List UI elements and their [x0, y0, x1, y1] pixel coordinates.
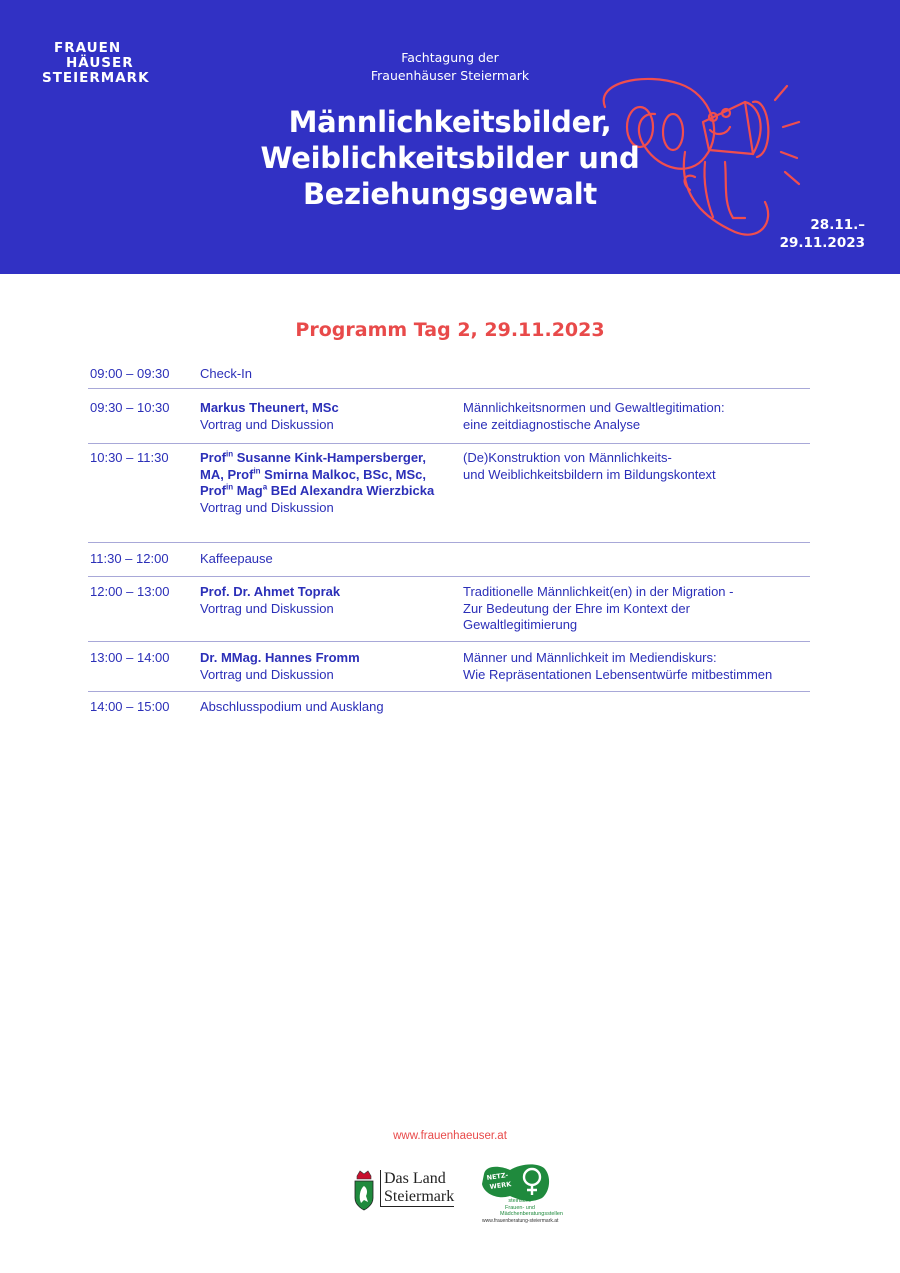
logo-line-3: STEIERMARK: [42, 70, 150, 86]
program-title: Programm Tag 2, 29.11.2023: [295, 319, 605, 341]
svg-text:NETZ-: NETZ-: [486, 1171, 509, 1182]
schedule-row: [88, 360, 810, 389]
speaker-name: Dr. MMag. Hannes Fromm: [200, 650, 360, 665]
speaker-text: Smirna Malkoc, BSc, MSc,: [260, 466, 427, 482]
topic-line: Traditionelle Männlichkeit(en) in der Migration -: [463, 584, 734, 599]
row-time: 09:30 – 10:30: [90, 400, 170, 415]
speaker-text: Susanne Kink-Hampersberger,: [233, 450, 427, 465]
row-label: Abschlusspodium und Ausklang: [200, 699, 384, 714]
title-line-1: Männlichkeitsbilder,: [288, 105, 612, 139]
speaker-sup: in: [226, 449, 234, 459]
schedule-row: [88, 577, 810, 642]
row-topic: [463, 650, 813, 683]
speaker-name: Markus Theunert, MSc: [200, 400, 339, 415]
row-time: 14:00 – 15:00: [90, 699, 170, 714]
topic-line: Gewaltlegitimierung: [463, 617, 578, 632]
netzwerk-shape-icon: [480, 1162, 552, 1202]
topic-line: Wie Repräsentationen Lebensentwürfe mitbestimmen: [463, 666, 773, 682]
row-time: 12:00 – 13:00: [90, 584, 170, 599]
title-line-2: Weiblichkeitsbilder und: [260, 141, 640, 175]
schedule-row: [88, 543, 810, 577]
row-topic: [463, 450, 813, 483]
session-format: Vortrag und Diskussion: [200, 666, 334, 682]
topic-line: und Weiblichkeitsbildern im Bildungskontext: [463, 466, 716, 482]
topic-line: Zur Bedeutung der Ehre im Kontext der: [463, 600, 690, 616]
row-label: Kaffeepause: [200, 551, 273, 566]
dates-line-2: 29.11.2023: [779, 235, 865, 251]
session-format: Vortrag und Diskussion: [200, 416, 334, 432]
speaker-line: [200, 450, 462, 467]
row-label: Check-In: [200, 366, 253, 381]
logo-line-2: HÄUSER: [66, 55, 134, 71]
speaker-line: [200, 483, 462, 500]
speaker-text: Prof: [200, 483, 226, 498]
topic-line: Männlichkeitsnormen und Gewaltlegitimation:: [463, 400, 725, 415]
schedule-table: [88, 360, 810, 722]
kicker-line-1: Fachtagung der: [401, 50, 499, 65]
netzwerk-caption: [500, 1198, 563, 1218]
topic-line: (De)Konstruktion von Männlichkeits-: [463, 450, 672, 465]
speaker-text: BEd Alexandra Wierzbicka: [267, 483, 435, 498]
speaker-sup: a: [262, 482, 268, 492]
topic-line: eine zeitdiagnostische Analyse: [463, 416, 641, 432]
speaker-line: [200, 467, 462, 484]
speaker-text: MA, Prof: [200, 466, 254, 482]
website-link[interactable]: www.frauenhaeuser.at: [393, 1130, 507, 1142]
land-line-1: Das Land: [384, 1170, 446, 1187]
speaker-name: Prof. Dr. Ahmet Toprak: [200, 584, 341, 599]
row-topic: [463, 400, 813, 433]
netzwerk-line-1: steirische: [508, 1198, 532, 1204]
row-time: 10:30 – 11:30: [90, 450, 169, 465]
steiermark-crest-icon: [352, 1170, 376, 1212]
schedule-row: [88, 389, 810, 444]
svg-text:WERK: WERK: [489, 1180, 512, 1191]
land-steiermark-logo: [352, 1168, 470, 1218]
row-speaker: [200, 400, 462, 433]
logo-line-1: FRAUEN: [54, 40, 122, 56]
netzwerk-line-3: Mädchenberatungsstellen: [500, 1211, 563, 1217]
header-banner: [0, 0, 900, 274]
schedule-row: [88, 642, 810, 692]
row-speaker: [200, 584, 462, 617]
row-speaker: [200, 450, 462, 516]
netzwerk-line-2: Frauen- und: [505, 1204, 535, 1211]
land-text: [380, 1170, 454, 1207]
row-time: 11:30 – 12:00: [90, 551, 169, 566]
schedule-row: [88, 444, 810, 543]
session-format: Vortrag und Diskussion: [200, 600, 334, 616]
row-time: 09:00 – 09:30: [90, 366, 170, 381]
speaker-sup: in: [226, 482, 234, 492]
land-line-2: Steiermark: [384, 1188, 455, 1205]
netzwerk-url: www.frauenberatung-steiermark.at: [482, 1218, 559, 1224]
event-title: [230, 104, 670, 212]
netzwerk-logo: [478, 1160, 588, 1230]
session-format: Vortrag und Diskussion: [200, 499, 334, 515]
topic-line: Männer und Männlichkeit im Mediendiskurs:: [463, 650, 717, 665]
row-time: 13:00 – 14:00: [90, 650, 170, 665]
schedule-row: [88, 692, 810, 722]
speaker-sup: in: [253, 466, 261, 476]
dates-line-1: 28.11.–: [810, 217, 865, 233]
speaker-text: Mag: [233, 483, 263, 498]
speaker-text: Prof: [200, 450, 226, 465]
row-speaker: [200, 650, 462, 683]
title-line-3: Beziehungsgewalt: [302, 177, 597, 211]
frauenhaeuser-logo: [42, 41, 150, 86]
event-kicker: [330, 49, 570, 85]
kicker-line-2: Frauenhäuser Steiermark: [370, 68, 530, 83]
row-topic: [463, 584, 813, 634]
